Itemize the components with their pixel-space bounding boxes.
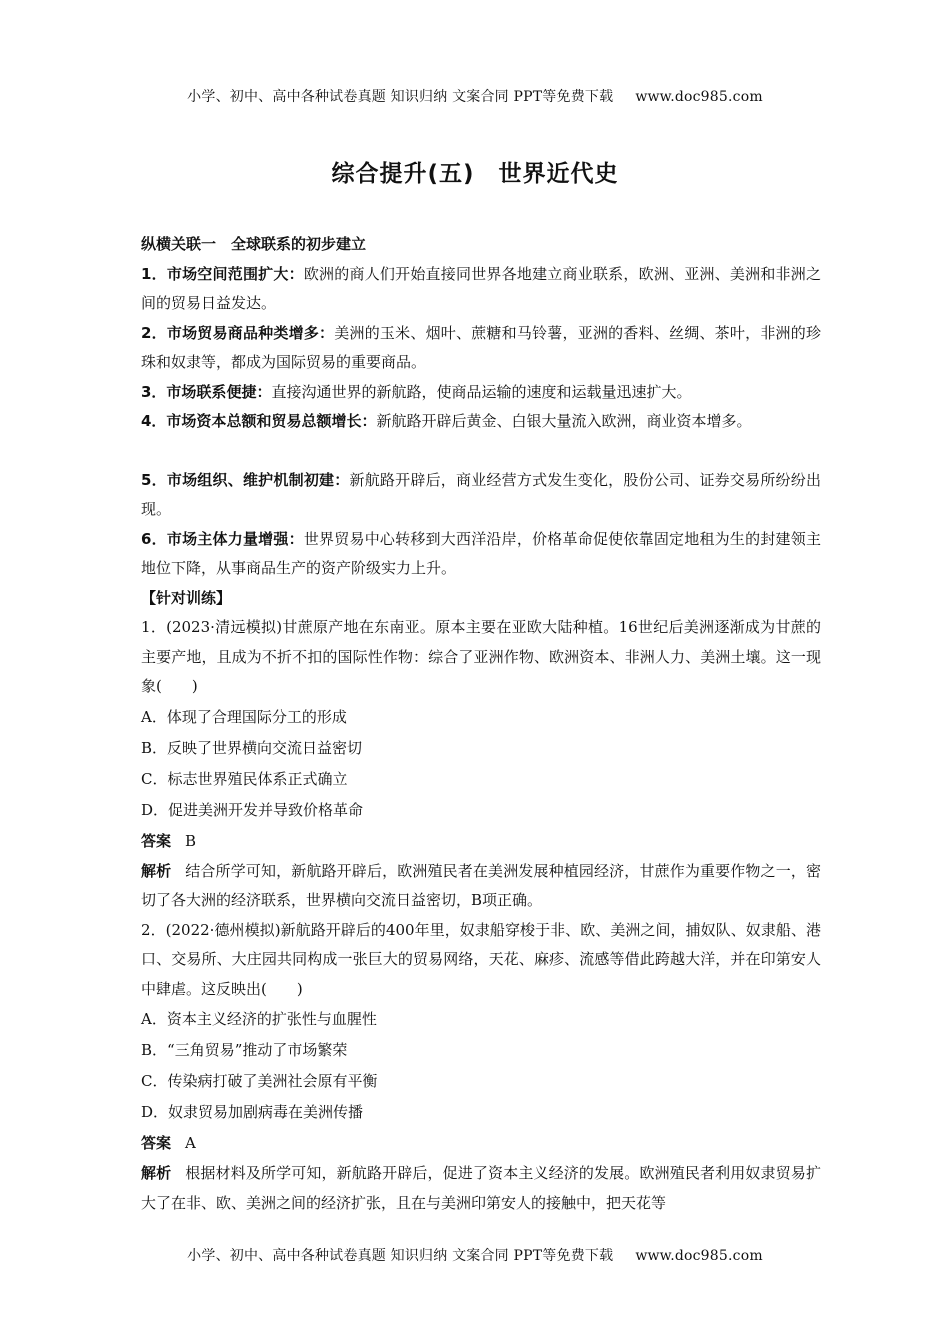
footer-text: 小学、初中、高中各种试卷真题 知识归纳 文案合同 PPT等免费下载 — [187, 1248, 614, 1264]
point-label: 4．市场资本总额和贸易总额增长： — [141, 412, 377, 430]
option-b: B．反映了世界横向交流日益密切 — [141, 738, 363, 757]
point-label: 1．市场空间范围扩大： — [141, 264, 304, 283]
point-item — [141, 260, 821, 319]
page-footer — [0, 1245, 950, 1265]
option-d: D．促进美洲开发并导致价格革命 — [141, 800, 364, 819]
training-heading: 【针对训练】 — [141, 588, 232, 607]
option-c: C．标志世界殖民体系正式确立 — [141, 769, 348, 788]
answer-label: 答案 — [141, 831, 172, 850]
option-a: A．体现了合理国际分工的形成 — [141, 707, 347, 726]
answer-line — [141, 1128, 821, 1159]
point-label: 3．市场联系便捷： — [141, 382, 272, 401]
point-text: 新航路开辟后黄金、白银大量流入欧洲，商业资本增多。 — [376, 412, 752, 430]
page-title: 综合提升(五) 世界近代史 — [331, 161, 619, 187]
spacer — [141, 437, 821, 466]
point-text: 欧洲的商人们开始直接同世界各地建立商业联系，欧洲、亚洲、美洲和非洲之间的贸易日益发达。 — [141, 264, 821, 312]
analysis-label: 解析 — [141, 861, 172, 880]
option-d: D．奴隶贸易加剧病毒在美洲传播 — [141, 1103, 364, 1121]
header-text: 小学、初中、高中各种试卷真题 知识归纳 文案合同 PPT等免费下载 — [187, 89, 614, 105]
answer-line — [141, 826, 821, 857]
point-item — [141, 525, 821, 584]
section-heading: 纵横关联一 全球联系的初步建立 — [141, 235, 367, 253]
analysis-line — [141, 857, 821, 916]
question-2 — [141, 916, 821, 1219]
question-1 — [141, 613, 821, 916]
analysis-text: 根据材料及所学可知，新航路开辟后，促进了资本主义经济的发展。欧洲殖民者利用奴隶贸易扩大了在非、欧、美洲之间的经济扩张，且在与美洲印第安人的接触中，把天花等 — [141, 1164, 821, 1212]
option-a: A．资本主义经济的扩张性与血腥性 — [141, 1010, 377, 1028]
analysis-line — [141, 1159, 821, 1218]
option-c: C．传染病打破了美洲社会原有平衡 — [141, 1072, 378, 1090]
answer-value: B — [185, 831, 197, 850]
document-body — [141, 230, 821, 1218]
analysis-label: 解析 — [141, 1164, 172, 1182]
answer-value: A — [185, 1134, 196, 1152]
question-stem: 1．(2023·清远模拟)甘蔗原产地在东南亚。原本主要在亚欧大陆种植。16世纪后美洲逐渐成为甘蔗的主要产地，且成为不折不扣的国际性作物：综合了亚洲作物、欧洲资本、非洲人力、美洲土壤。这一现象( ) — [141, 618, 821, 695]
point-label: 5．市场组织、维护机制初建： — [141, 470, 350, 489]
point-text: 美洲的玉米、烟叶、蔗糖和马铃薯，亚洲的香料、丝绸、茶叶，非洲的珍珠和奴隶等，都成为国际贸易的重要商品。 — [141, 323, 821, 371]
point-label: 2．市场贸易商品种类增多： — [141, 323, 335, 342]
page-header — [0, 86, 950, 106]
point-item — [141, 378, 821, 408]
point-item — [141, 466, 821, 525]
point-label: 6．市场主体力量增强： — [141, 529, 304, 548]
header-site-link[interactable]: www.doc985.com — [635, 89, 763, 105]
answer-label: 答案 — [141, 1134, 172, 1152]
footer-site-link[interactable]: www.doc985.com — [635, 1248, 763, 1264]
point-text: 直接沟通世界的新航路，使商品运输的速度和运载量迅速扩大。 — [271, 382, 692, 401]
analysis-text: 结合所学可知，新航路开辟后，欧洲殖民者在美洲发展种植园经济，甘蔗作为重要作物之一，密切了各大洲的经济联系，世界横向交流日益密切，B项正确。 — [141, 861, 821, 909]
point-item — [141, 407, 821, 437]
question-stem: 2．(2022·德州模拟)新航路开辟后的400年里，奴隶船穿梭于非、欧、美洲之间，捕奴队、奴隶船、港口、交易所、大庄园共同构成一张巨大的贸易网络，天花、麻疹、流感等借此跨越大洋，并在印第安人中肆虐。这反映出( ) — [141, 920, 821, 998]
point-text: 世界贸易中心转移到大西洋沿岸，价格革命促使依靠固定地租为生的封建领主地位下降，从事商品生产的资产阶级实力上升。 — [141, 529, 821, 577]
point-text: 新航路开辟后，商业经营方式发生变化，股份公司、证券交易所纷纷出现。 — [141, 470, 821, 518]
option-b: B．“三角贸易”推动了市场繁荣 — [141, 1041, 348, 1059]
point-item — [141, 319, 821, 378]
